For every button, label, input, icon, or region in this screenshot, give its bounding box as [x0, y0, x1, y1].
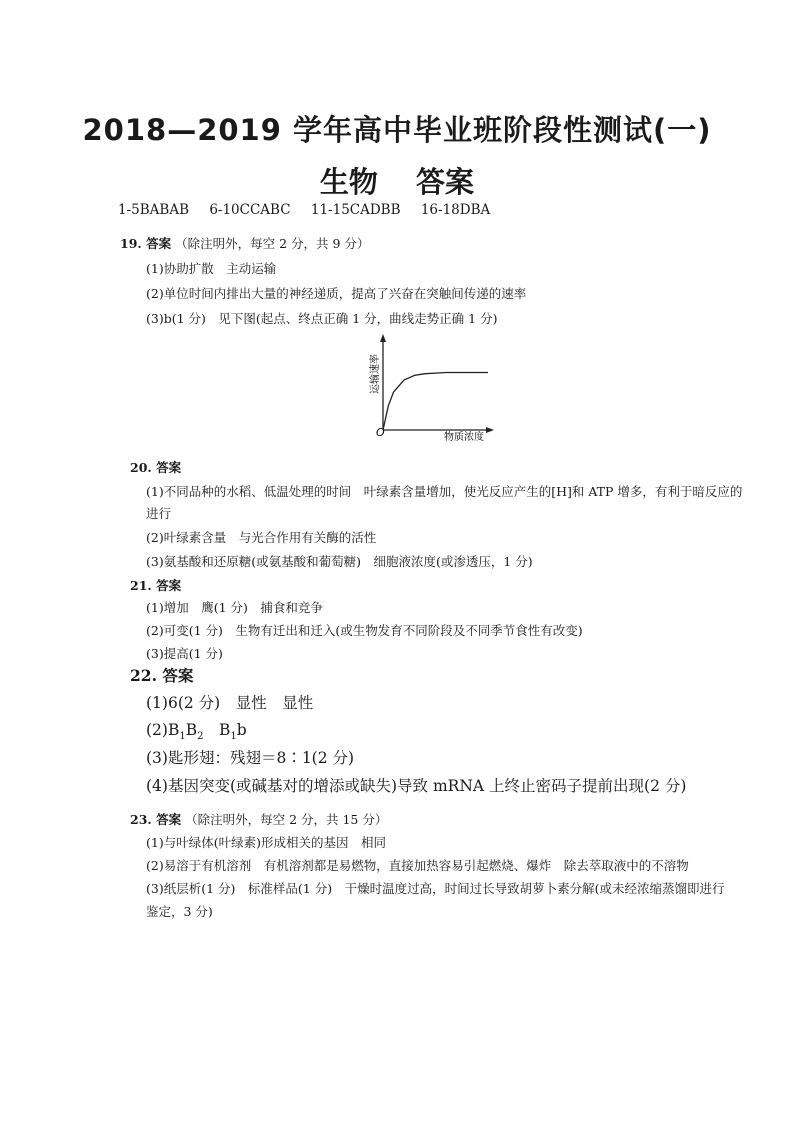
mc-group-1: 1-5BABAB: [118, 202, 190, 218]
q20-title: 20. 答案: [130, 460, 182, 475]
y-axis-label: 运输速率: [370, 354, 381, 394]
q22-a2-prefix: (2)B: [146, 721, 180, 739]
q22-answer-3: (3)匙形翅：残翅＝8∶1(2 分): [146, 749, 355, 767]
q21-answer-3: (3)提高(1 分): [146, 646, 223, 661]
q23-answer-3: (3)纸层析(1 分) 标准样品(1 分) 干燥时温度过高，时间过长导致胡萝卜素分解(或未经浓缩蒸馏即进行: [146, 881, 725, 896]
q22-answer-2: [146, 718, 247, 742]
q23-answer-3-cont: 鉴定，3 分): [146, 904, 213, 919]
q22-a2-sub1: 1: [179, 731, 186, 743]
q21-answer-2: (2)可变(1 分) 生物有迁出和迁入(或生物发育不同阶段及不同季节食性有改变): [146, 623, 583, 638]
transport-rate-chart: [350, 330, 500, 442]
q20-answer-2: (2)叶绿素含量 与光合作用有关酶的活性: [146, 530, 377, 545]
page-subtitle: [0, 160, 794, 201]
q22-a2-mid: B: [185, 721, 198, 739]
q23-header: [130, 810, 387, 828]
mc-group-3: 11-15CADBB: [310, 202, 401, 218]
y-axis-arrow: [380, 334, 386, 342]
x-axis-label: 物质浓度: [444, 432, 484, 442]
q23-answer-2: (2)易溶于有机溶剂 有机溶剂都是易燃物，直接加热容易引起燃烧、爆炸 除去萃取液中的不溶物: [146, 858, 689, 873]
subject-label: 生物: [319, 165, 378, 199]
q22-a2-end: b: [236, 721, 247, 739]
q19-note: （除注明外，每空 2 分，共 9 分）: [175, 236, 370, 251]
q23-title: 23. 答案: [130, 812, 182, 827]
q22-answer-4: (4)基因突变(或碱基对的增添或缺失)导致 mRNA 上终止密码子提前出现(2 分): [146, 777, 687, 795]
x-axis-arrow: [486, 427, 494, 433]
q23-note: （除注明外，每空 2 分，共 15 分）: [185, 812, 388, 827]
q22-answer-1: (1)6(2 分) 显性 显性: [146, 694, 314, 712]
q22-a2-sub2: 2: [197, 731, 204, 743]
q22-title: 22. 答案: [130, 666, 194, 685]
q22-a2-b: B: [203, 721, 231, 739]
multiple-choice-answers: [118, 202, 506, 218]
q19-title: 19. 答案: [120, 236, 172, 251]
series-line: [383, 373, 488, 431]
q19-answer-1: (1)协助扩散 主动运输: [146, 261, 277, 276]
q19-answer-2: (2)单位时间内排出大量的神经递质，提高了兴奋在突触间传递的速率: [146, 286, 527, 301]
q21-title: 21. 答案: [130, 578, 182, 593]
page-title: 2018—2019 学年高中毕业班阶段性测试(一): [82, 113, 712, 147]
q19-answer-3: (3)b(1 分) 见下图(起点、终点正确 1 分，曲线走势正确 1 分): [146, 311, 498, 326]
q20-answer-3: (3)氨基酸和还原糖(或氨基酸和葡萄糖) 细胞液浓度(或渗透压，1 分): [146, 554, 533, 569]
q20-answer-1-cont: 进行: [146, 506, 172, 521]
q21-answer-1: (1)增加 鹰(1 分) 捕食和竞争: [146, 600, 323, 615]
origin-label: O: [376, 426, 385, 439]
mc-group-4: 16-18DBA: [420, 202, 491, 218]
q19-header: [120, 234, 369, 252]
q20-answer-1: (1)不同品种的水稻、低温处理的时间 叶绿素含量增加，使光反应产生的[H]和 ATP 增多，有利于暗反应的: [146, 484, 743, 499]
q23-answer-1: (1)与叶绿体(叶绿素)形成相关的基因 相同: [146, 835, 386, 850]
mc-group-2: 6-10CCABC: [209, 202, 291, 218]
answer-label: 答案: [416, 165, 475, 199]
q22-a2-sub3: 1: [230, 731, 237, 743]
